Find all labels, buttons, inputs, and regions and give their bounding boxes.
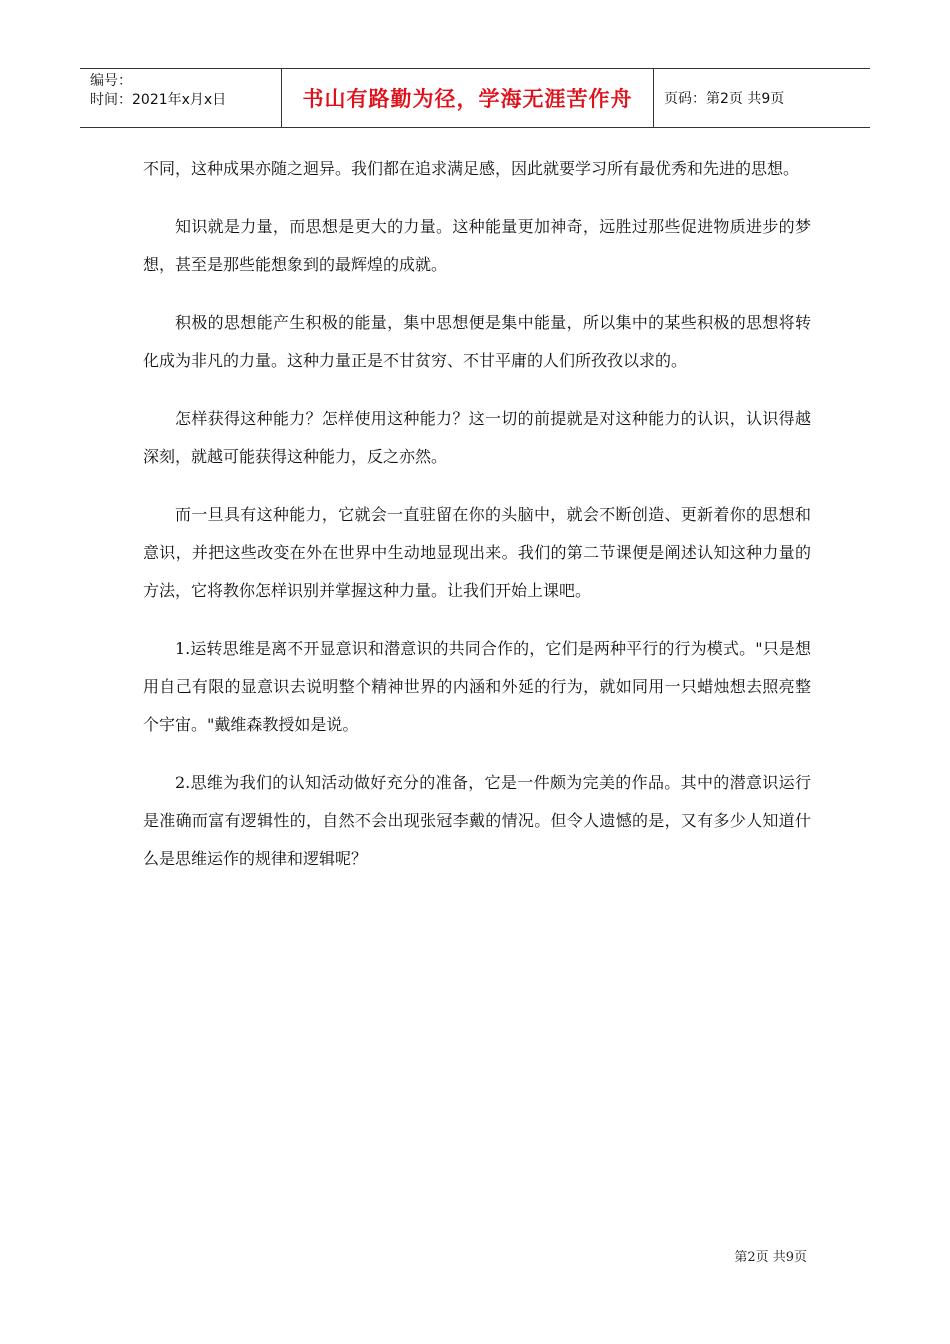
paragraph-numbered-1: 1.运转思维是离不开显意识和潜意识的共同合作的，它们是两种平行的行为模式。"只是想用自己有限的显意识去说明整个精神世界的内涵和外延的行为，就如同用一只蜡烛想去照亮整个宇宙。"戴维森教授如是说。: [143, 639, 811, 734]
paragraph-continuation: 不同，这种成果亦随之迴异。我们都在追求满足感，因此就要学习所有最优秀和先进的思想。: [143, 159, 800, 178]
paragraph: 怎样获得这种能力？怎样使用这种能力？这一切的前提就是对这种能力的认识，认识得越深刻，就越可能获得这种能力，反之亦然。: [143, 409, 811, 466]
paragraph-numbered-2: 2.思维为我们的认知活动做好充分的准备，它是一件颇为完美的作品。其中的潜意识运行是准确而富有逻辑性的，自然不会出现张冠李戴的情况。但令人遗憾的是，又有多少人知道什么是思维运作的规律和逻辑呢？: [143, 773, 811, 868]
time-label: 时间：2021年x月x日: [90, 92, 227, 108]
header-motto: 书山有路勤为径，学海无涯苦作舟: [282, 69, 654, 127]
header-page-label: 页码：第2页 共9页: [664, 91, 785, 107]
paragraph: 积极的思想能产生积极的能量，集中思想便是集中能量，所以集中的某些积极的思想将转化成为非凡的力量。这种力量正是不甘贫穷、不甘平庸的人们所孜孜以求的。: [143, 313, 811, 370]
page-header: [80, 68, 870, 128]
paragraph: 而一旦具有这种能力，它就会一直驻留在你的头脑中，就会不断创造、更新着你的思想和意识，并把这些改变在外在世界中生动地显现出来。我们的第二节课便是阐述认知这种力量的方法，它将教你怎样识别并掌握这种力量。让我们开始上课吧。: [143, 505, 811, 600]
document-body: [143, 150, 811, 898]
header-meta: [80, 69, 282, 127]
page-footer: 第2页 共9页: [734, 1250, 807, 1265]
number-label: 编号：: [90, 73, 132, 89]
paragraph: 知识就是力量，而思想是更大的力量。这种能量更加神奇，远胜过那些促进物质进步的梦想，甚至是那些能想象到的最辉煌的成就。: [143, 217, 811, 274]
